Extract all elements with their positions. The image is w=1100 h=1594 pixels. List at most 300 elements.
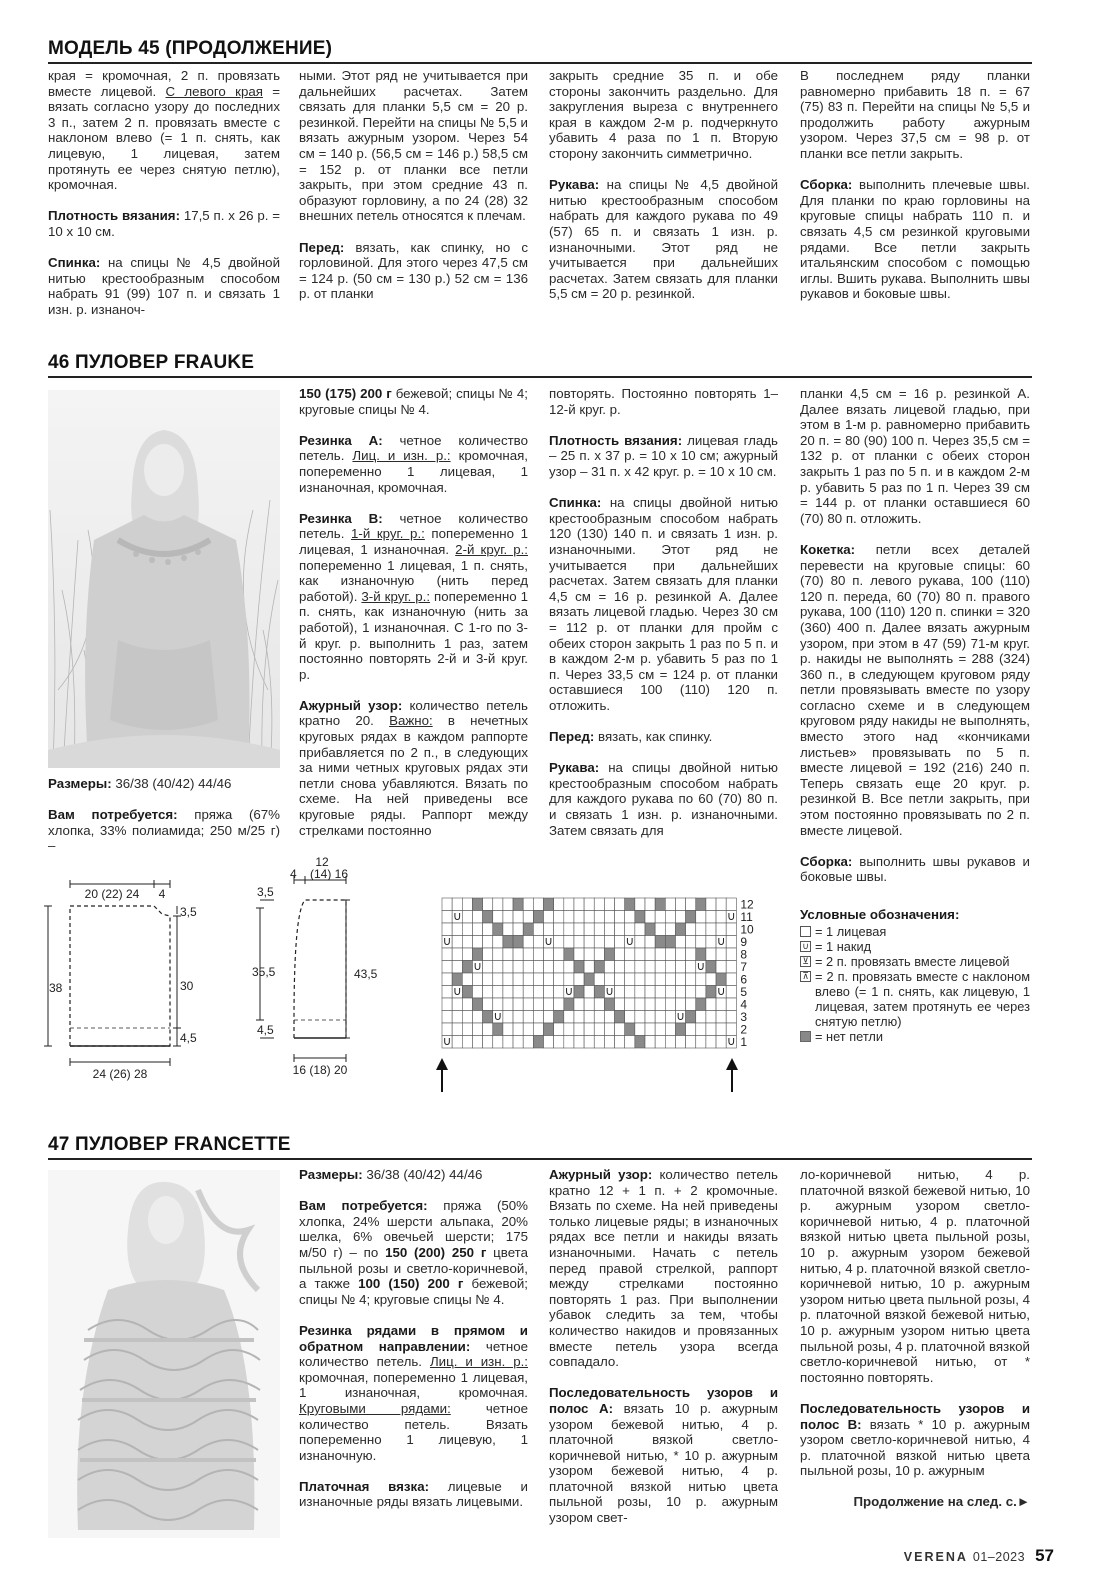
chart-cell <box>675 948 685 961</box>
k2tog-symbol-icon: ⊻ <box>800 956 811 967</box>
chart-cell <box>716 961 726 974</box>
chart-cell <box>533 1036 543 1049</box>
chart-cell <box>675 1023 685 1036</box>
chart-cell <box>564 936 574 949</box>
chart-cell <box>584 1023 594 1036</box>
chart-cell <box>574 936 584 949</box>
chart-cell <box>686 1011 696 1024</box>
chart-cell <box>594 973 604 986</box>
chart-cell <box>564 1023 574 1036</box>
chart-cell <box>625 948 635 961</box>
chart-cell <box>615 1036 625 1049</box>
chart-cell <box>726 998 736 1011</box>
chart-cell <box>615 1011 625 1024</box>
chart-cell <box>503 1036 513 1049</box>
chart-cell <box>706 911 716 924</box>
schematic-back <box>44 878 197 1093</box>
chart-cell <box>665 1023 675 1036</box>
chart-cell <box>452 961 462 974</box>
chart-row-label: 6 <box>740 972 748 987</box>
chart-cell <box>604 923 614 936</box>
chart-cell <box>462 936 472 949</box>
m46-column-4: планки 4,5 см = 16 р. резинкой А. Далее вязать лицевой гладью, при этом в 1-м р. равномерно прибавить 20 п. = 80 (90) 100 п. Через 35,5 см = 132 р. от планки с обеих сторон закрыть 1 раз по 5 п. и в каждом 2-м р. убавить 5 раз по 1 п. Через 39 см = 144 р. от планки оставшиеся 60 (70) 80 п. отложить. Кокетка: петли всех деталей перевести на круговые спицы: 60 (70) 80 п. левого рукава, 100 (110) 120 п. переда, 60 (70) 80 п. правого рукава, 100 (110) 120 п. спинки = 320 (360) 400 п. Далее вязать ажурным узором, при этом в 47 (59) 71-м круг. р. накиды не выполнять = 288 (324) 360 п., в следующем круговом ряду петли провязывать вместе по узору согласно схеме и в следующем круговом ряду накиды не выполнять, вместо этого над «кончиками листьев» провязывать по 5 п. вместе лицевой = 192 (216) 240 п. Теперь связать еще 20 круг. р. резинкой В. Все петли закрыть, при этом постоянно провязывать по 2 п. вместе лицевой. Сборка: выполнить швы рукавов и боковые швы. Условные обозначения: = 1 лицевая ∪ = 1 накид ⊻ = 2 п. провязать вместе лицевой ⊼ = 2 п. провязать вместе с наклоном влево (= 1 п. снять, как лицевую, 1 лицевая, затем протянуть ее через снятую петлю) = нет петли <box>800 386 1030 1045</box>
chart-cell <box>675 936 685 949</box>
yarnover-mark: ∪ <box>544 934 553 948</box>
chart-cell <box>604 1023 614 1036</box>
chart-cell <box>615 923 625 936</box>
chart-cell <box>625 998 635 1011</box>
page-footer <box>904 1546 1054 1566</box>
sleeve-cap: 3,5 <box>257 885 274 899</box>
chart-cell <box>625 1011 635 1024</box>
chart-cell <box>655 911 665 924</box>
chart-cell <box>544 1036 554 1049</box>
sleeve-top-total: 12 <box>315 855 329 869</box>
chart-cell <box>635 911 645 924</box>
chart-cell <box>645 998 655 1011</box>
chart-cell <box>645 948 655 961</box>
chart-cell <box>675 911 685 924</box>
chart-cell <box>544 961 554 974</box>
chart-cell <box>574 986 584 999</box>
chart-cell <box>655 961 665 974</box>
chart-cell <box>574 948 584 961</box>
chart-cell <box>716 948 726 961</box>
chart-cell <box>533 961 543 974</box>
chart-cell <box>483 923 493 936</box>
chart-cell <box>462 948 472 961</box>
chart-cell <box>696 973 706 986</box>
chart-cell <box>564 923 574 936</box>
chart-cell <box>442 986 452 999</box>
chart-cell <box>523 1023 533 1036</box>
chart-cell <box>472 936 482 949</box>
chart-cell <box>635 923 645 936</box>
chart-cell <box>665 1011 675 1024</box>
chart-cell <box>645 923 655 936</box>
section-header-model46 <box>48 352 1032 378</box>
chart-cell <box>686 973 696 986</box>
chart-cell <box>584 936 594 949</box>
chart-cell <box>686 986 696 999</box>
chart-cell <box>615 973 625 986</box>
chart-cell <box>665 973 675 986</box>
m47-column-3: Ажурный узор: количество петель кратно 12 + 1 п. + 2 кромочные. Вязать по схеме. На ней приведены только лицевые ряды; в изнаночных рядах все петли и накиды вязать изнаночными. Начать с петель перед правой стрелкой, раппорт между стрелками постоянно повторять 1 раз. При выполнении убавок следить за тем, чтобы количество накидов и провязанных вместе петель узора всегда совпадало. Последовательность узоров и полос А: вязать 10 р. ажурным узором бежевой нитью, 4 р. платочной вязкой светло-коричневой нитью, * 10 р. ажурным узором бежевой нитью, 4 р. платочной вязкой нитью цвета пыльной розы, 10 р. ажурным узором свет- <box>549 1167 778 1526</box>
chart-cell <box>442 948 452 961</box>
chart-cell <box>675 923 685 936</box>
chart-cell <box>706 1023 716 1036</box>
chart-cell <box>554 936 564 949</box>
chart-cell <box>645 936 655 949</box>
yarnover-mark: ∪ <box>442 934 452 948</box>
chart-cell <box>604 1011 614 1024</box>
chart-cell <box>513 923 523 936</box>
chart-cell <box>574 923 584 936</box>
chart-cell <box>645 898 655 911</box>
photo-model47-illustration <box>48 1170 280 1538</box>
heading-model47: 47 ПУЛОВЕР FRANCETTE <box>48 1134 291 1155</box>
yarnover-mark: ∪ <box>716 934 726 948</box>
chart-cell <box>554 998 564 1011</box>
chart-cell <box>686 936 696 949</box>
yarnover-mark: ∪ <box>696 959 706 973</box>
chart-cell <box>696 1036 706 1049</box>
chart-cell <box>716 998 726 1011</box>
chart-cell <box>706 973 716 986</box>
chart-cell <box>594 1023 604 1036</box>
chart-cell <box>574 998 584 1011</box>
back-side: 30 <box>180 979 194 993</box>
chart-cell <box>452 1011 462 1024</box>
chart-cell <box>493 961 503 974</box>
chart-cell <box>503 898 513 911</box>
m46-column-2: 150 (175) 200 г бежевой; спицы № 4; круговые спицы № 4. Резинка А: четное количество петель. Лиц. и изн. р.: кромочная, попеременно 1 лицевая, 1 изнаночная, кромочная. Резинка В: четное количество петель. 1-й круг. р.: попеременно 1 лицевая, 1 изнаночная. 2-й круг. р.: попеременно 1 лицевая, 1 п. снять, как изнаночную (нить перед работой). 3-й круг. р.: попеременно 1 п. снять, как изнаночную (нить за работой), 1 изнаночная. С 1-го по 3-й круг. р. выполнить 1 раз, затем постоянно повторять 2-й и 3-й круг. р. Ажурный узор: количество петель кратно 20. Важно: в нечетных круговых рядах в каждом раппорте прибавляется по 2 п., в следующих за ними четных круговых рядах эти петли снова убавляются. Вязать по схеме. На ней приведены все круговые ряды. Раппорт между стрелками постоянно <box>299 386 529 838</box>
m46-column-1-text: Размеры: 36/38 (40/42) 44/46 Вам потребуется: пряжа (67% хлопка, 33% полиамида; 250 м/25 г) – <box>48 776 280 854</box>
yarnover-mark: ∪ <box>493 1009 503 1023</box>
chart-cell <box>594 923 604 936</box>
chart-cell <box>584 961 594 974</box>
chart-cell <box>533 911 543 924</box>
chart-cell <box>513 898 523 911</box>
chart-cell <box>574 898 584 911</box>
chart-cell <box>513 948 523 961</box>
chart-row-label: 9 <box>740 935 748 949</box>
chart-cell <box>513 1036 523 1049</box>
chart-cell <box>604 948 614 961</box>
chart-cell <box>564 948 574 961</box>
chart-cell <box>726 961 736 974</box>
section-header-model47 <box>48 1134 1032 1160</box>
chart-cell <box>645 1036 655 1049</box>
chart-cell <box>452 998 462 1011</box>
chart-cell <box>645 1023 655 1036</box>
chart-row-label: 10 <box>740 922 754 937</box>
chart-cell <box>452 936 462 949</box>
chart-cell <box>442 973 452 986</box>
stitch-chart <box>430 892 760 1098</box>
chart-cell <box>584 1011 594 1024</box>
chart-cell <box>493 1036 503 1049</box>
chart-cell <box>635 1036 645 1049</box>
chart-cell <box>706 998 716 1011</box>
chart-cell <box>462 973 472 986</box>
ssk-symbol-icon: ⊼ <box>800 971 811 982</box>
chart-cell <box>574 1011 584 1024</box>
chart-cell <box>442 961 452 974</box>
chart-cell <box>483 998 493 1011</box>
chart-cell <box>615 998 625 1011</box>
chart-cell <box>655 1011 665 1024</box>
chart-cell <box>533 998 543 1011</box>
chart-cell <box>675 898 685 911</box>
yarnover-mark: ∪ <box>473 959 482 973</box>
chart-cell <box>584 973 594 986</box>
chart-cell <box>472 923 482 936</box>
chart-cell <box>604 936 614 949</box>
chart-cell <box>716 1011 726 1024</box>
chart-cell <box>462 961 472 974</box>
chart-cell <box>696 936 706 949</box>
chart-cell <box>533 898 543 911</box>
chart-cell <box>513 911 523 924</box>
sleeve-length: 35,5 <box>252 965 276 979</box>
chart-row-label: 4 <box>740 997 748 1012</box>
chart-cell <box>696 1023 706 1036</box>
chart-cell <box>635 973 645 986</box>
sleeve-total: 43,5 <box>354 967 378 981</box>
continued-note: Продолжение на след. с.► <box>853 1494 1030 1510</box>
chart-cell <box>615 1023 625 1036</box>
chart-cell <box>594 961 604 974</box>
chart-cell <box>726 973 736 986</box>
chart-cell <box>665 923 675 936</box>
chart-cell <box>503 986 513 999</box>
chart-cell <box>675 1036 685 1049</box>
chart-cell <box>706 986 716 999</box>
chart-cell <box>686 898 696 911</box>
m47-column-4: ло-коричневой нитью, 4 р. платочной вязкой бежевой нитью, 10 р. ажурным узором светло-коричневой нитью, 4 р. платочной вязкой нитью цвета пыльной розы, 10 р. ажурным узором бежевой нитью, 4 р. платочной вязкой светло-коричневой нитью, 10 р. ажурным узором нитью цвета пыльной розы, 4 р. платочной вязкой бежевой нитью, 10 р. ажурным узором нитью цвета пыльной розы, 4 р. платочной вязкой светло-коричневой нитью, от * постоянно повторять. Последовательность узоров и полос В: вязать * 10 р. ажурным узором светло-коричневой нитью, 4 р. платочной вязкой нитью цвета пыльной розы, 10 р. ажурным Продолжение на след. с.► <box>800 1167 1030 1510</box>
legend-ssk: ⊼ = 2 п. провязать вместе с наклоном влево (= 1 п. снять, как лицевую, 1 лицевая, затем протянуть ее через снятую петлю) <box>800 969 1030 1029</box>
chart-cell <box>574 961 584 974</box>
chart-cell <box>675 973 685 986</box>
chart-cell <box>706 948 716 961</box>
chart-cell <box>533 948 543 961</box>
chart-cell <box>523 923 533 936</box>
chart-cell <box>554 1011 564 1024</box>
back-width-bottom: 24 (26) 28 <box>92 1067 148 1081</box>
chart-cell <box>594 998 604 1011</box>
sleeve-top-a: 4 <box>290 867 297 881</box>
chart-cell <box>462 986 472 999</box>
chart-cell <box>554 1036 564 1049</box>
chart-cell <box>726 936 736 949</box>
chart-cell <box>472 911 482 924</box>
chart-cell <box>533 936 543 949</box>
repeat-arrow-left-icon <box>436 1058 448 1092</box>
legend <box>800 924 1030 1044</box>
chart-cell <box>483 948 493 961</box>
section-header-model45 <box>48 38 1032 64</box>
chart-cell <box>655 1036 665 1049</box>
chart-cell <box>655 986 665 999</box>
chart-cell <box>574 1023 584 1036</box>
chart-cell <box>472 1023 482 1036</box>
chart-cell <box>523 936 533 949</box>
chart-cell <box>533 973 543 986</box>
chart-cell <box>655 898 665 911</box>
chart-row-label: 11 <box>740 910 753 924</box>
m45-column-2: ными. Этот ряд не учитывается при дальнейших расчетах. Затем связать для планки 5,5 см = 20 р. резинкой. Перейти на спицы № 5,5 и вязать ажурным узором. Через 54 см = 140 р. (56,5 см = 146 р.) 58,5 см = 152 р. от планки все петли закрыть, при этом средние 43 п. образуют горловину, а по 24 (28) 32 внешних петель относятся к плечам. Перед: вязать, как спинку, но с горловиной. Для этого через 47,5 см = 124 р. (50 см = 130 р.) 52 см = 136 р. от планки <box>299 68 528 302</box>
chart-cell <box>483 936 493 949</box>
chart-cell <box>493 1023 503 1036</box>
back-armhole: 3,5 <box>180 905 197 919</box>
chart-cell <box>665 986 675 999</box>
chart-cell <box>544 911 554 924</box>
chart-cell <box>635 1023 645 1036</box>
chart-cell <box>594 936 604 949</box>
chart-cell <box>726 986 736 999</box>
chart-cell <box>655 923 665 936</box>
chart-cell <box>716 898 726 911</box>
chart-cell <box>665 961 675 974</box>
chart-cell <box>635 998 645 1011</box>
chart-cell <box>493 923 503 936</box>
page-number: 57 <box>1035 1546 1054 1565</box>
yarnover-mark: ∪ <box>452 909 462 923</box>
chart-cell <box>665 1036 675 1049</box>
chart-cell <box>686 948 696 961</box>
chart-cell <box>594 1011 604 1024</box>
chart-cell <box>483 961 493 974</box>
sleeve-width: 16 (18) 20 <box>292 1063 348 1077</box>
chart-cell <box>675 961 685 974</box>
chart-cell <box>655 998 665 1011</box>
chart-cell <box>706 1036 716 1049</box>
chart-cell <box>462 1011 472 1024</box>
chart-cell <box>635 948 645 961</box>
yarnover-symbol-icon: ∪ <box>800 941 811 952</box>
m45-column-4: В последнем ряду планки равномерно прибавить 18 п. = 67 (75) 83 п. Перейти на спицы № 5,5 и продолжить работу ажурным узором. Через 37,5 см = 98 р. от планки все петли закрыть. Сборка: выполнить плечевые швы. Для планки по краю горловины на круговые спицы набрать 110 п. и связать 4,5 см резинкой круговыми рядами. Все петли закрыть итальянским способом с помощью иглы. Вшить рукава. Выполнить швы рукавов и боковые швы. <box>800 68 1030 302</box>
chart-row-label: 2 <box>740 1022 748 1037</box>
chart-cell <box>635 898 645 911</box>
yarnover-mark: ∪ <box>726 1034 736 1048</box>
chart-cell <box>442 898 452 911</box>
chart-row-label: 1 <box>740 1035 748 1049</box>
yarnover-mark: ∪ <box>716 984 726 998</box>
chart-cell <box>523 898 533 911</box>
yarnover-mark: ∪ <box>676 1009 685 1023</box>
chart-cell <box>696 898 706 911</box>
chart-cell <box>513 1011 523 1024</box>
chart-cell <box>615 936 625 949</box>
chart-cell <box>493 973 503 986</box>
chart-cell <box>594 948 604 961</box>
chart-cell <box>472 998 482 1011</box>
chart-cell <box>462 998 472 1011</box>
chart-cell <box>564 1036 574 1049</box>
chart-cell <box>665 936 675 949</box>
chart-cell <box>554 911 564 924</box>
chart-cell <box>716 1023 726 1036</box>
chart-cell <box>483 898 493 911</box>
chart-cell <box>615 986 625 999</box>
chart-cell <box>706 961 716 974</box>
chart-cell <box>442 911 452 924</box>
chart-cell <box>655 948 665 961</box>
chart-cell <box>503 961 513 974</box>
chart-cell <box>584 898 594 911</box>
chart-cell <box>513 998 523 1011</box>
chart-cell <box>655 936 665 949</box>
m46-column-3: повторять. Постоянно повторять 1–12-й круг. р. Плотность вязания: лицевая гладь – 25 п. х 37 р. = 10 х 10 см; ажурный узор – 31 п. х 42 круг. р. = 10 х 10 см. Спинка: на спицы двойной нитью крестообразным способом набрать 120 (130) 140 п. и связать 1 изн. р. изнаночными. Этот ряд не учитывается при дальнейших расчетах. Затем связать для планки 4,5 см = 16 р. резинкой А. Далее вязать лицевой гладью. Через 30 см = 112 р. от планки для пройм с обеих сторон закрыть 1 раз по 5 п. и в каждом 2-м р. убавить 5 раз по 1 п. Через 33,5 см = 124 р. от планки оставшиеся 100 (110) 120 п. отложить. Перед: вязать, как спинку. Рукава: на спицы двойной нитью крестообразным способом набрать для каждого рукава по 60 (70) 80 п. и связать 1 изн. р. изнаночными. Затем связать для <box>549 386 778 838</box>
chart-cell <box>635 936 645 949</box>
legend-title: Условные обозначения: <box>800 907 960 922</box>
chart-cell <box>523 1011 533 1024</box>
repeat-arrow-right-icon <box>726 1058 738 1092</box>
chart-cell <box>615 948 625 961</box>
legend-no-stitch: = нет петли <box>800 1029 1030 1044</box>
yarnover-mark: ∪ <box>452 984 462 998</box>
yarnover-mark: ∪ <box>442 1034 452 1048</box>
chart-cell <box>462 1036 472 1049</box>
chart-cell <box>483 911 493 924</box>
chart-cell <box>645 973 655 986</box>
chart-cell <box>462 898 472 911</box>
chart-cell <box>625 1023 635 1036</box>
chart-cell <box>665 911 675 924</box>
chart-cell <box>472 1011 482 1024</box>
chart-row-label: 3 <box>740 1010 748 1024</box>
chart-cell <box>483 1011 493 1024</box>
chart-cell <box>523 948 533 961</box>
chart-cell <box>483 1023 493 1036</box>
chart-cell <box>493 986 503 999</box>
chart-cell <box>503 911 513 924</box>
chart-cell <box>696 986 706 999</box>
chart-cell <box>503 998 513 1011</box>
chart-cell <box>493 936 503 949</box>
chart-cell <box>726 1011 736 1024</box>
sleeve-top-b: (14) 16 <box>310 867 349 881</box>
chart-cell <box>442 998 452 1011</box>
chart-cell <box>483 986 493 999</box>
chart-cell <box>544 973 554 986</box>
chart-cell <box>493 911 503 924</box>
chart-cell <box>452 1036 462 1049</box>
chart-cell <box>544 948 554 961</box>
chart-cell <box>686 923 696 936</box>
legend-yarnover: ∪ = 1 накид <box>800 939 1030 954</box>
chart-cell <box>483 1036 493 1049</box>
chart-cell <box>645 961 655 974</box>
yarnover-mark: ∪ <box>605 984 614 998</box>
back-length: 38 <box>49 981 63 995</box>
chart-cell <box>442 1011 452 1024</box>
m45-column-3: закрыть средние 35 п. и обе стороны закончить раздельно. Для закругления выреза с внутреннего края в каждом 2-м р. подчеркнуто убавить 4 раза по 1 п. Вторую сторону закончить симметрично. Рукава: на спицы № 4,5 двойной нитью крестообразным способом набрать для каждого рукава по 49 (57) 65 п. и связать 1 изн. р. изнаночными. Этот ряд не учитывается при дальнейших расчетах. Затем связать для планки 5,5 см = 20 р. резинкой. <box>549 68 778 302</box>
photo-model47 <box>48 1170 280 1538</box>
chart-row-label: 12 <box>740 897 754 912</box>
chart-cell <box>513 961 523 974</box>
chart-cell <box>706 1011 716 1024</box>
chart-cell <box>523 998 533 1011</box>
chart-cell <box>533 986 543 999</box>
chart-cell <box>513 936 523 949</box>
chart-cell <box>564 898 574 911</box>
back-shoulder: 4 <box>158 887 166 901</box>
chart-cell <box>594 1036 604 1049</box>
chart-cell <box>584 948 594 961</box>
chart-cell <box>554 898 564 911</box>
chart-cell <box>686 998 696 1011</box>
chart-cell <box>544 1023 554 1036</box>
chart-cell <box>696 923 706 936</box>
chart-cell <box>716 911 726 924</box>
chart-cell <box>625 911 635 924</box>
chart-cell <box>635 1011 645 1024</box>
chart-cell <box>462 1023 472 1036</box>
chart-cell <box>513 1023 523 1036</box>
chart-cell <box>665 948 675 961</box>
chart-cell <box>564 961 574 974</box>
chart-cell <box>645 1011 655 1024</box>
chart-cell <box>604 911 614 924</box>
chart-cell <box>686 961 696 974</box>
chart-cell <box>452 948 462 961</box>
chart-cell <box>554 1023 564 1036</box>
legend-k2tog: ⊻ = 2 п. провязать вместе лицевой <box>800 954 1030 969</box>
chart-cell <box>554 986 564 999</box>
chart-cell <box>604 998 614 1011</box>
